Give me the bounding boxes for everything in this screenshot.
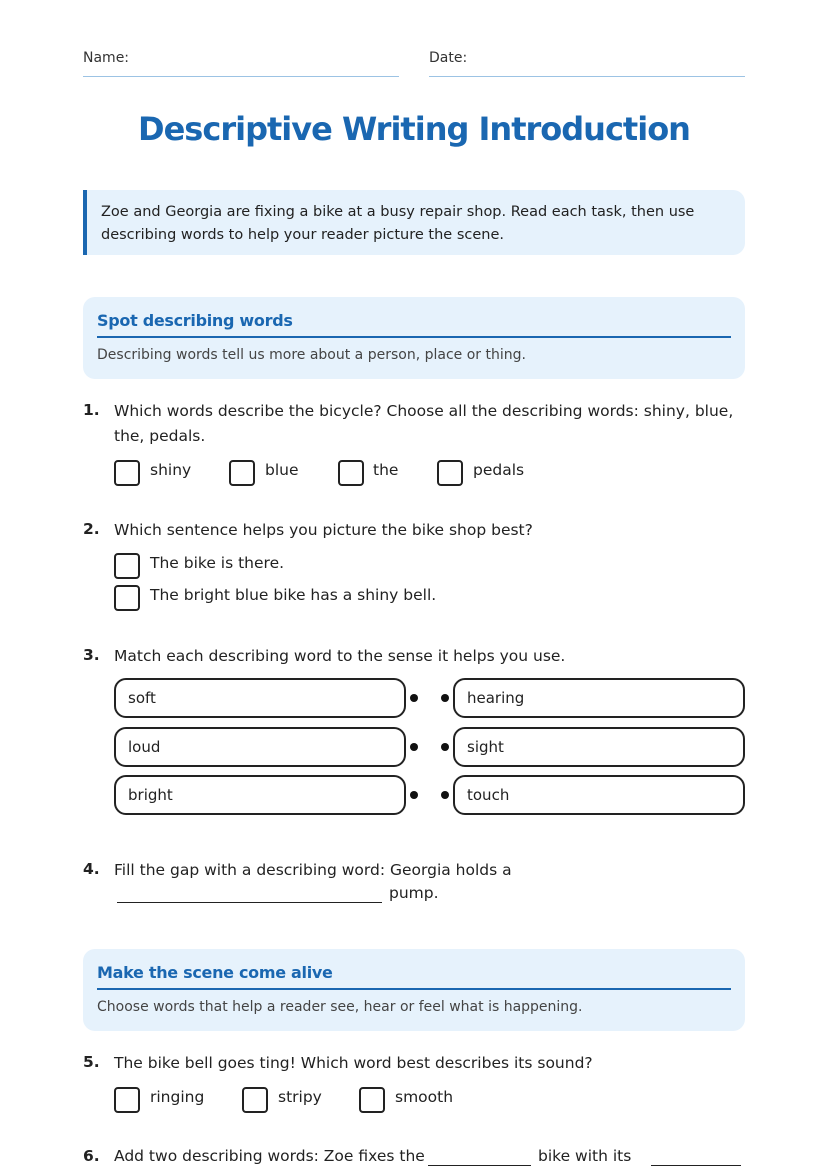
page-title: Descriptive Writing Introduction	[138, 110, 690, 148]
match-sense-hearing[interactable]: hearing	[453, 678, 745, 718]
question-number: 6.	[83, 1147, 100, 1165]
fill-blank-line[interactable]	[428, 1165, 531, 1166]
section-spot-describing-words	[83, 297, 745, 379]
question-text: Which sentence helps you picture the bike shop best?	[114, 521, 533, 539]
checkbox-the[interactable]	[338, 460, 364, 486]
option-label: the	[373, 461, 399, 479]
name-field[interactable]	[83, 76, 399, 77]
question-text: Fill the gap with a describing word: Georgia holds a	[114, 861, 512, 879]
question-number: 2.	[83, 520, 100, 538]
checkbox-pedals[interactable]	[437, 460, 463, 486]
question-text-after: pump.	[389, 884, 439, 902]
question-text-middle: bike with its	[538, 1147, 632, 1165]
match-word-loud[interactable]: loud	[114, 727, 406, 767]
name-label: Name:	[83, 50, 130, 66]
section-title: Spot describing words	[97, 311, 731, 338]
question-text: Which words describe the bicycle? Choose all the describing words: shiny, blue, the, pedals.	[114, 402, 734, 445]
checkbox-option-b[interactable]	[114, 585, 140, 611]
option-label: blue	[265, 461, 299, 479]
fill-blank-line[interactable]	[117, 902, 382, 903]
question-number: 5.	[83, 1053, 100, 1071]
question-number: 4.	[83, 860, 100, 878]
section-title: Make the scene come alive	[97, 963, 731, 990]
checkbox-ringing[interactable]	[114, 1087, 140, 1113]
section-make-scene-alive	[83, 949, 745, 1031]
option-label: smooth	[395, 1088, 454, 1106]
question-text: The bike bell goes ting! Which word best describes its sound?	[114, 1054, 593, 1072]
checkbox-stripy[interactable]	[242, 1087, 268, 1113]
date-label: Date:	[429, 50, 468, 66]
checkbox-option-a[interactable]	[114, 553, 140, 579]
question-number: 3.	[83, 646, 100, 664]
checkbox-shiny[interactable]	[114, 460, 140, 486]
match-word-soft[interactable]: soft	[114, 678, 406, 718]
match-word-bright[interactable]: bright	[114, 775, 406, 815]
option-label: pedals	[473, 461, 525, 479]
checkbox-smooth[interactable]	[359, 1087, 385, 1113]
fill-blank-line[interactable]	[651, 1165, 741, 1166]
question-number: 1.	[83, 401, 100, 419]
question-text: Match each describing word to the sense it helps you use.	[114, 647, 566, 665]
match-dot-right[interactable]	[441, 743, 449, 751]
match-dot-left[interactable]	[410, 791, 418, 799]
match-dot-right[interactable]	[441, 791, 449, 799]
match-dot-left[interactable]	[410, 694, 418, 702]
option-label: stripy	[278, 1088, 322, 1106]
section-description: Choose words that help a reader see, hear or feel what is happening.	[97, 999, 583, 1015]
match-dot-right[interactable]	[441, 694, 449, 702]
option-label: shiny	[150, 461, 192, 479]
section-description: Describing words tell us more about a person, place or thing.	[97, 347, 526, 363]
match-sense-touch[interactable]: touch	[453, 775, 745, 815]
intro-text: Zoe and Georgia are fixing a bike at a busy repair shop. Read each task, then use describing words to help your reader picture the scene.	[101, 204, 695, 243]
intro-box	[83, 190, 745, 255]
option-label: The bright blue bike has a shiny bell.	[150, 586, 437, 604]
match-sense-sight[interactable]: sight	[453, 727, 745, 767]
date-field[interactable]	[429, 76, 745, 77]
match-dot-left[interactable]	[410, 743, 418, 751]
checkbox-blue[interactable]	[229, 460, 255, 486]
option-label: ringing	[150, 1088, 205, 1106]
question-text: Add two describing words: Zoe fixes the	[114, 1147, 425, 1165]
option-label: The bike is there.	[150, 554, 285, 572]
